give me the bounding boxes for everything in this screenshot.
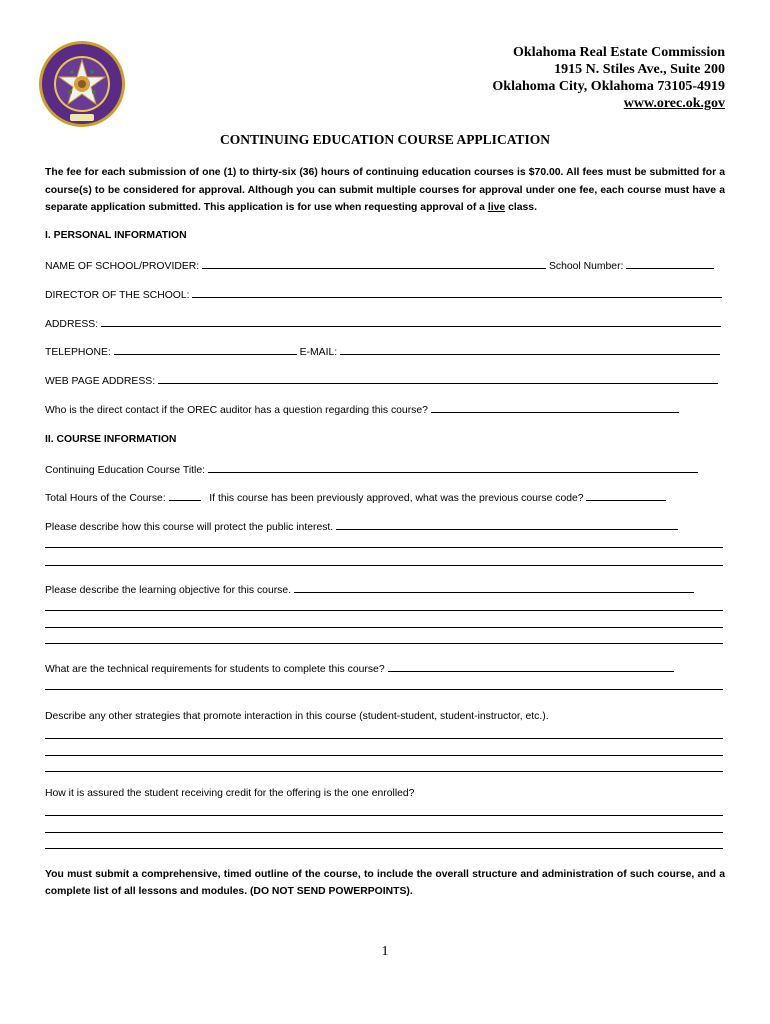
strategies-line-2[interactable] — [45, 755, 723, 756]
strategies-question: Describe any other strategies that promote interaction in this course (student-student, student-instructor, etc.). — [45, 711, 549, 722]
learning-objective-line-2[interactable] — [45, 610, 723, 611]
learning-objective-line-3[interactable] — [45, 627, 723, 628]
direct-contact-field[interactable] — [431, 403, 679, 413]
course-title-field[interactable] — [208, 463, 698, 473]
form-title: CONTINUING EDUCATION COURSE APPLICATION — [220, 132, 550, 147]
director-label: DIRECTOR OF THE SCHOOL: — [45, 290, 190, 301]
telephone-field[interactable] — [114, 345, 297, 355]
technical-field[interactable] — [388, 662, 674, 672]
strategies-row — [45, 711, 725, 722]
direct-contact-row — [45, 403, 725, 416]
learning-objective-line-4[interactable] — [45, 643, 723, 644]
email-label: E-MAIL: — [299, 347, 338, 358]
direct-contact-question: Who is the direct contact if the OREC auditor has a question regarding this course? — [45, 405, 428, 416]
telephone-label: TELEPHONE: — [45, 347, 111, 358]
school-name-field[interactable] — [202, 259, 546, 269]
page-number: 1 — [381, 944, 389, 959]
section-course-heading: II. COURSE INFORMATION — [45, 434, 177, 445]
intro-live-word: live — [487, 202, 506, 213]
technical-question: What are the technical requirements for students to complete this course? — [45, 664, 385, 675]
org-website-link[interactable]: www.orec.ok.gov — [623, 96, 725, 111]
intro-text-part2: class. — [505, 202, 537, 213]
total-hours-field[interactable] — [169, 491, 201, 501]
public-interest-line-3[interactable] — [45, 565, 723, 566]
section-personal-heading: I. PERSONAL INFORMATION — [45, 230, 187, 241]
webpage-field[interactable] — [158, 374, 718, 384]
credit-line-2[interactable] — [45, 832, 723, 833]
credit-question: How it is assured the student receiving credit for the offering is the one enrolled? — [45, 788, 415, 799]
strategies-line-1[interactable] — [45, 738, 723, 739]
total-hours-label: Total Hours of the Course: — [45, 493, 166, 504]
previous-code-field[interactable] — [586, 491, 666, 501]
contact-row — [45, 345, 725, 358]
course-title-row — [45, 463, 725, 476]
school-name-label: NAME OF SCHOOL/PROVIDER: — [45, 261, 200, 272]
address-row — [45, 317, 725, 330]
director-row — [45, 288, 725, 301]
learning-objective-field[interactable] — [294, 583, 694, 593]
learning-objective-question: Please describe the learning objective for this course. — [45, 585, 292, 596]
public-interest-question: Please describe how this course will protect the public interest. — [45, 522, 334, 533]
webpage-label: WEB PAGE ADDRESS: — [45, 376, 156, 387]
state-seal-logo — [38, 40, 126, 128]
public-interest-row — [45, 520, 725, 533]
public-interest-line-2[interactable] — [45, 547, 723, 548]
course-title-label: Continuing Education Course Title: — [45, 465, 205, 476]
webpage-row — [45, 374, 725, 387]
school-number-label: School Number: — [548, 261, 624, 272]
technical-row — [45, 662, 725, 675]
intro-text-part1: The fee for each submission of one (1) to thirty-six (36) hours of continuing education courses is $70.00. All fees must be submitted for a course(s) to be considered for approval. Although you can submit multiple courses for approval under one fee, each course must have a separate application submitted. This application is for use when requesting approval of a — [45, 167, 725, 213]
credit-row — [45, 788, 725, 799]
hours-row — [45, 491, 725, 504]
learning-objective-row — [45, 583, 725, 596]
previous-code-label: If this course has been previously approved, what was the previous course code? — [209, 493, 584, 504]
intro-paragraph — [45, 164, 725, 217]
school-number-field[interactable] — [626, 259, 714, 269]
director-field[interactable] — [192, 288, 722, 298]
email-field[interactable] — [340, 345, 720, 355]
org-address-line1: 1915 N. Stiles Ave., Suite 200 — [554, 62, 725, 77]
address-label: ADDRESS: — [45, 319, 99, 330]
technical-line-2[interactable] — [45, 689, 723, 690]
public-interest-field[interactable] — [336, 520, 678, 530]
credit-line-1[interactable] — [45, 815, 723, 816]
school-name-row — [45, 259, 725, 272]
credit-line-3[interactable] — [45, 848, 723, 849]
org-address-line2: Oklahoma City, Oklahoma 73105-4919 — [492, 79, 725, 94]
header-address-block — [492, 44, 725, 112]
address-field[interactable] — [101, 317, 721, 327]
strategies-line-3[interactable] — [45, 771, 723, 772]
closing-instruction: You must submit a comprehensive, timed outline of the course, to include the overall structure and administration of such course, and a complete list of all lessons and modules. (DO NOT SEND POWERPOINTS). — [45, 869, 725, 897]
org-name: Oklahoma Real Estate Commission — [513, 45, 725, 60]
